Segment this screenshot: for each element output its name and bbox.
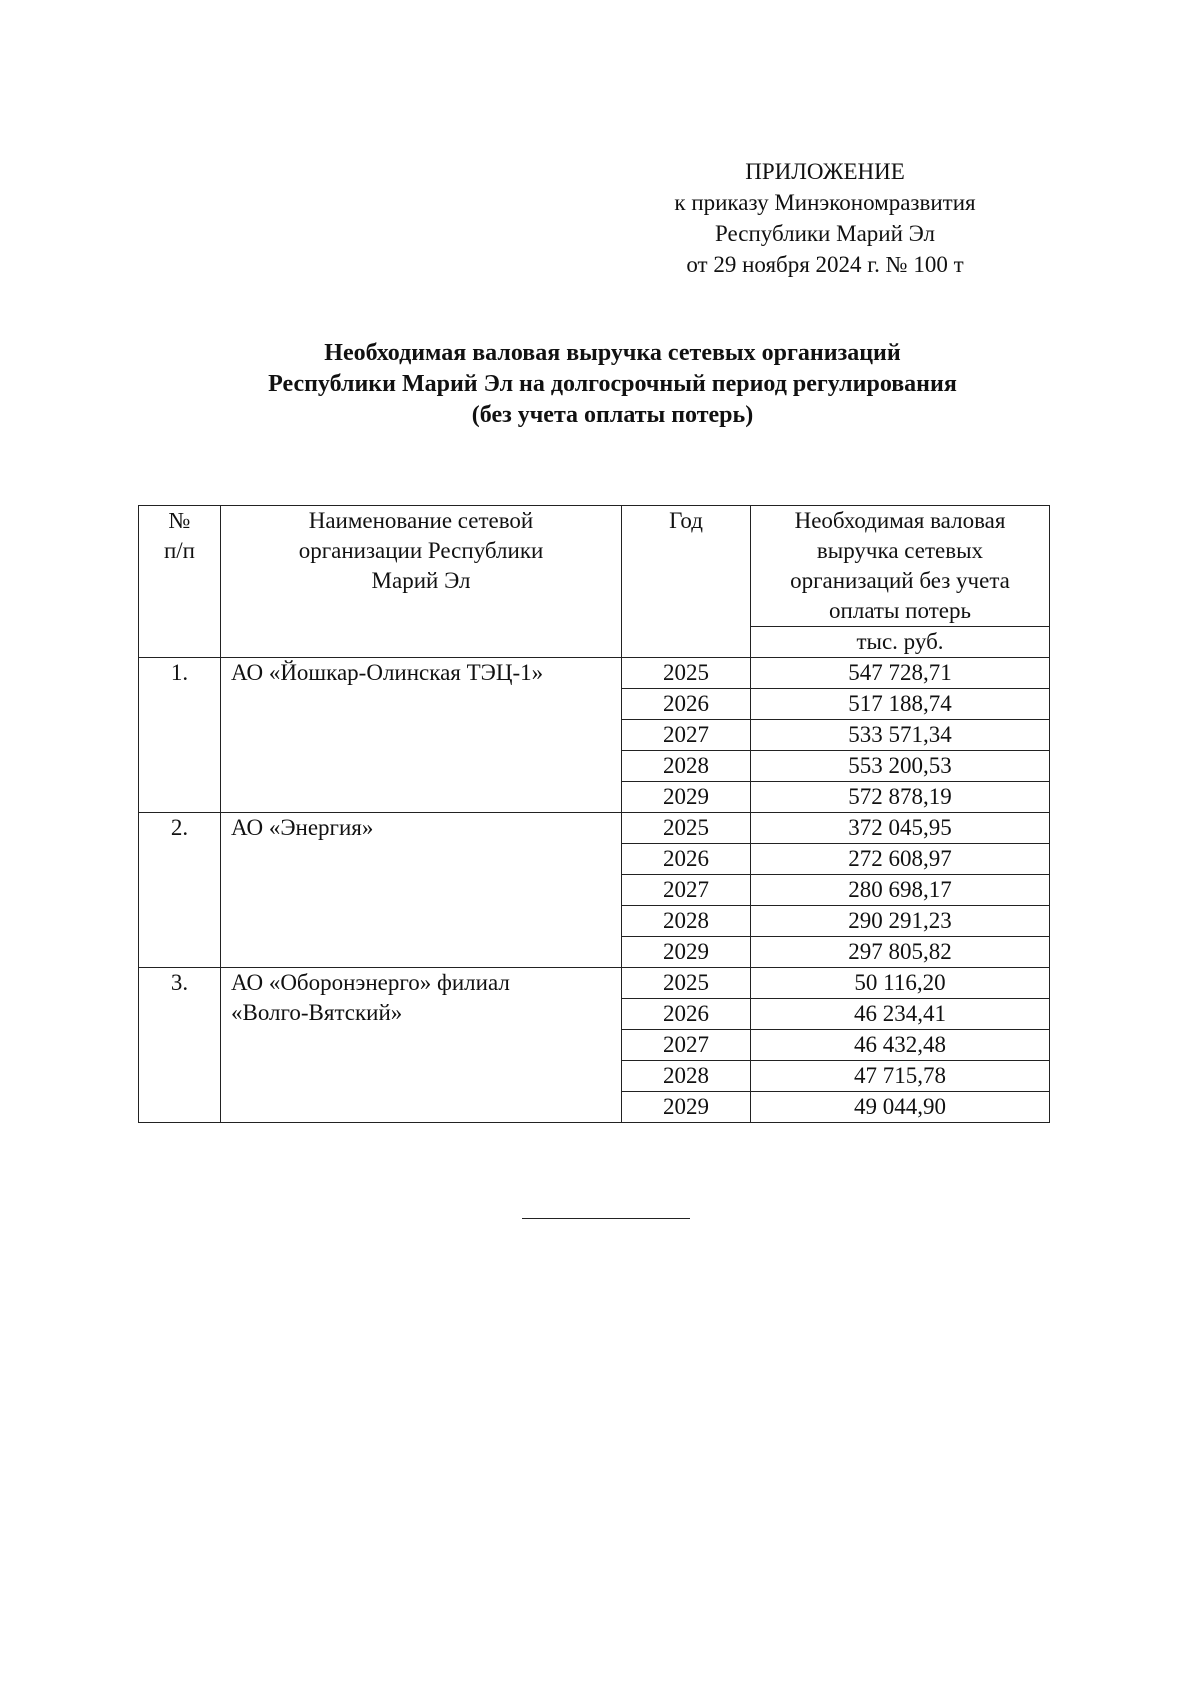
org-1-name bbox=[221, 658, 622, 813]
title-line-2: Республики Марий Эл на долгосрочный период регулирования bbox=[268, 371, 957, 397]
header-unit: тыс. руб. bbox=[751, 627, 1050, 658]
org-3-year-2029: 2029 bbox=[622, 1092, 751, 1123]
header-revenue-line-1: Необходимая валовая bbox=[794, 508, 1006, 533]
org-3-year-2028: 2028 bbox=[622, 1061, 751, 1092]
org-2-name bbox=[221, 813, 622, 968]
org-2-year-2028: 2028 bbox=[622, 906, 751, 937]
org-2-value-2029: 297 805,82 bbox=[751, 937, 1050, 968]
table-header-row bbox=[139, 506, 1050, 627]
org-3-name-line-2: «Волго-Вятский» bbox=[231, 1000, 403, 1025]
closing-rule bbox=[522, 1218, 690, 1219]
org-2-name-line-1: АО «Энергия» bbox=[231, 815, 374, 840]
org-1-value-2029: 572 878,19 bbox=[751, 782, 1050, 813]
org-2-year-2026: 2026 bbox=[622, 844, 751, 875]
table-row bbox=[139, 658, 1050, 689]
org-1-value-2026: 517 188,74 bbox=[751, 689, 1050, 720]
org-2-value-2028: 290 291,23 bbox=[751, 906, 1050, 937]
org-3-value-2027: 46 432,48 bbox=[751, 1030, 1050, 1061]
org-3-value-2029: 49 044,90 bbox=[751, 1092, 1050, 1123]
appendix-date-number: от 29 ноября 2024 г. № 100 т bbox=[686, 252, 964, 277]
header-revenue-line-3: организаций без учета bbox=[790, 568, 1010, 593]
header-revenue-line-4: оплаты потерь bbox=[829, 598, 971, 623]
document-title bbox=[140, 338, 1085, 431]
org-2-year-2027: 2027 bbox=[622, 875, 751, 906]
org-3-value-2028: 47 715,78 bbox=[751, 1061, 1050, 1092]
header-number bbox=[139, 506, 221, 658]
org-3-name bbox=[221, 968, 622, 1123]
header-org-name-line-1: Наименование сетевой bbox=[308, 508, 534, 533]
appendix-header bbox=[600, 156, 1050, 280]
org-1-year-2028: 2028 bbox=[622, 751, 751, 782]
org-2-year-2029: 2029 bbox=[622, 937, 751, 968]
org-3-value-2026: 46 234,41 bbox=[751, 999, 1050, 1030]
table-row bbox=[139, 968, 1050, 999]
org-1-year-2026: 2026 bbox=[622, 689, 751, 720]
header-revenue-line-2: выручка сетевых bbox=[816, 538, 984, 563]
title-line-1: Необходимая валовая выручка сетевых организаций bbox=[324, 340, 901, 366]
org-1-year-2025: 2025 bbox=[622, 658, 751, 689]
appendix-order-ref: к приказу Минэкономразвития bbox=[674, 190, 976, 215]
org-1-number: 1. bbox=[139, 658, 221, 813]
org-1-value-2025: 547 728,71 bbox=[751, 658, 1050, 689]
org-2-number: 2. bbox=[139, 813, 221, 968]
header-number-line-2: п/п bbox=[163, 538, 195, 563]
title-line-3: (без учета оплаты потерь) bbox=[471, 402, 754, 428]
org-3-year-2026: 2026 bbox=[622, 999, 751, 1030]
org-2-value-2026: 272 608,97 bbox=[751, 844, 1050, 875]
appendix-label: ПРИЛОЖЕНИЕ bbox=[745, 159, 905, 184]
org-1-value-2028: 553 200,53 bbox=[751, 751, 1050, 782]
revenue-table bbox=[138, 505, 1050, 1123]
org-3-year-2025: 2025 bbox=[622, 968, 751, 999]
header-revenue bbox=[751, 506, 1050, 627]
org-1-name-line-1: АО «Йошкар-Олинская ТЭЦ-1» bbox=[231, 660, 544, 685]
header-org-name-line-3: Марий Эл bbox=[371, 568, 471, 593]
org-3-year-2027: 2027 bbox=[622, 1030, 751, 1061]
appendix-republic: Республики Марий Эл bbox=[714, 221, 936, 246]
org-3-number: 3. bbox=[139, 968, 221, 1123]
header-number-line-1: № bbox=[168, 508, 191, 533]
org-1-year-2029: 2029 bbox=[622, 782, 751, 813]
header-org-name-line-2: организации Республики bbox=[298, 538, 544, 563]
org-2-year-2025: 2025 bbox=[622, 813, 751, 844]
org-2-value-2027: 280 698,17 bbox=[751, 875, 1050, 906]
org-3-name-line-1: АО «Оборонэнерго» филиал bbox=[231, 970, 510, 995]
org-1-value-2027: 533 571,34 bbox=[751, 720, 1050, 751]
table-row bbox=[139, 813, 1050, 844]
header-org-name bbox=[221, 506, 622, 658]
org-1-year-2027: 2027 bbox=[622, 720, 751, 751]
org-2-value-2025: 372 045,95 bbox=[751, 813, 1050, 844]
header-year: Год bbox=[622, 506, 751, 658]
org-3-value-2025: 50 116,20 bbox=[751, 968, 1050, 999]
